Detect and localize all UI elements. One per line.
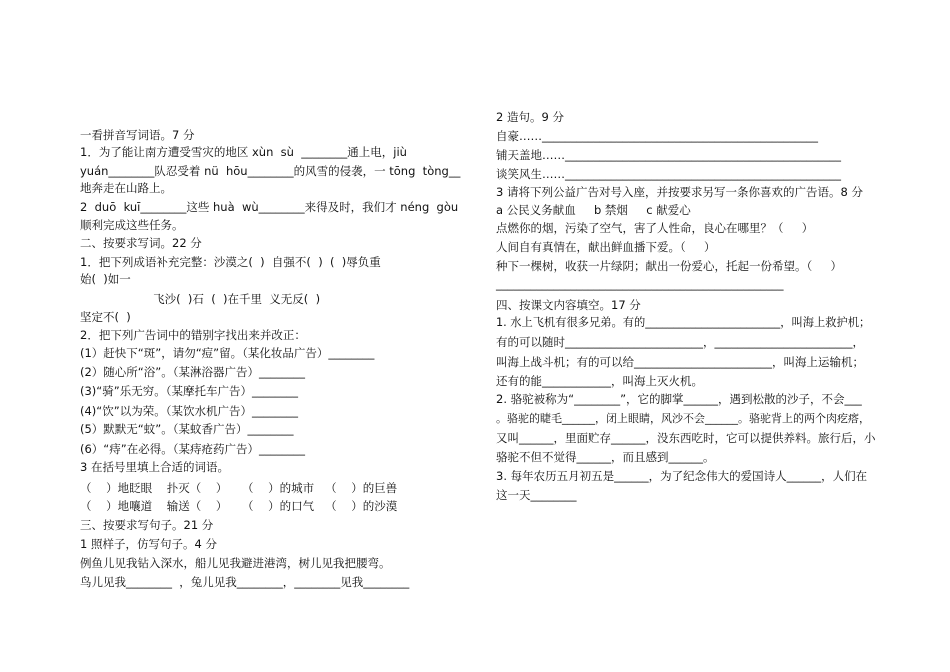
s4q1-line2-text: 有的可以随时________________________，________________________，: [496, 335, 864, 349]
s3q3-blank-text: __________________________________________________: [496, 277, 784, 291]
s4q2-line3: [496, 429, 876, 447]
s4q2-line4: [496, 448, 715, 466]
s2q1-line4-text: 坚定不( ): [80, 310, 131, 324]
s3q3-options: [496, 201, 691, 219]
s4q2-line2: [496, 410, 870, 428]
s4q1-line3-text: 叫海上战斗机；有的可以给________________________，叫海上运输机；: [496, 355, 864, 369]
s3q3-blank: [496, 275, 784, 293]
s4q2-line3-text: 又叫______，里面贮存______，没东西吃时，它可以提供养料。旅行后，小: [496, 431, 876, 445]
s2q2-a1-text: (1）赶快下“斑”，请勿“痘”留。（某化妆品广告）________: [80, 346, 375, 360]
s3q2-title: [496, 108, 564, 126]
s3q2-line2: [496, 146, 841, 164]
s3q3-line2: [496, 238, 716, 256]
s3q3-line2-text: 人间自有真情在，献出鲜血播下爱。（ ）: [496, 240, 716, 254]
s3q1-example: [80, 554, 391, 572]
s3q2-line3-text: 谈笑风生……________________________________________________: [496, 167, 841, 181]
s3q2-title-text: 2 造句。9 分: [496, 110, 564, 124]
s2q2-a2-text: (2）随心所“浴”。（某淋浴器广告）________: [80, 365, 305, 379]
s2q3-line1-text: （ ）地眨眼 扑灭（ ） （ ）的城市 （ ）的巨兽: [80, 481, 398, 495]
s4q1-line2: [496, 333, 864, 351]
s4q3-line2-text: 这一天________: [496, 488, 577, 502]
sec2-title: [80, 234, 202, 252]
sec2-title-text: 二、按要求写词。22 分: [80, 236, 202, 250]
sec1-title-text: 一看拼音写词语。7 分: [80, 128, 195, 142]
s2q1-line2-text: 始( )如一: [80, 272, 131, 286]
s3q3-title-text: 3 请将下列公益广告对号入座，并按要求另写一条你喜欢的广告语。8 分: [496, 185, 863, 199]
s2q3-line2-text: （ ）地嚷道 输送（ ） （ ）的口气 （ ）的沙漠: [80, 499, 398, 513]
s3q2-line1-text: 自豪……________________________________________________: [496, 129, 818, 143]
q1-line1: [80, 143, 407, 161]
sec3-title-text: 三、按要求写句子。21 分: [80, 518, 214, 532]
q1-line2: [80, 162, 460, 180]
s4q2-line1-text: 2. 骆驼被称为“________”，它的脚掌______，遇到松散的沙子，不会___: [496, 392, 862, 406]
sec4-title-text: 四、按课文内容填空。17 分: [496, 298, 641, 312]
q2-line1-text: 2 duō kuī________这些 huà wù________来得及时，我们才 néng gòu: [80, 200, 459, 214]
s2q3-title: [80, 458, 229, 476]
s2q2-title-text: 2．把下列广告词中的错别字找出来并改正：: [80, 328, 306, 342]
s4q3-line1: [496, 467, 867, 485]
q1-line1-text: 1．为了能让南方遭受雪灾的地区 xùn sù ________通上电，jiù: [80, 145, 407, 159]
s4q2-line1: [496, 390, 862, 408]
s3q2-line3: [496, 165, 841, 183]
sec4-title: [496, 296, 641, 314]
s2q1-line1-text: 1．把下列成语补充完整：沙漠之( ) 自强不( ) ( )辱负重: [80, 255, 381, 269]
s4q1-line1: [496, 314, 870, 332]
s2q3-title-text: 3 在括号里填上合适的词语。: [80, 460, 229, 474]
q1-line3-text: 地奔走在山路上。: [80, 181, 172, 195]
s2q2-a5-text: (5）默默无“蚊”。（某蚊香广告）________: [80, 422, 294, 436]
s4q3-line1-text: 3. 每年农历五月初五是______，为了纪念伟大的爱国诗人______，人们在: [496, 469, 868, 483]
q2-line2-text: 顺利完成这些任务。: [80, 218, 184, 232]
s2q2-a1: [80, 344, 374, 362]
s4q3-line2: [496, 486, 577, 504]
s3q1-title-text: 1 照样子，仿写句子。4 分: [80, 537, 217, 551]
s2q3-line1: [80, 479, 397, 497]
sec1-title: [80, 126, 194, 144]
s2q2-a4: [80, 402, 298, 420]
s2q2-a5: [80, 420, 293, 438]
s2q1-line4: [80, 308, 131, 326]
s2q2-a4-text: (4)“饮”以为荣。（某饮水机广告）________: [80, 404, 298, 418]
s2q1-line1: [80, 253, 381, 271]
q1-line3: [80, 179, 172, 197]
s2q2-a6: [80, 440, 305, 458]
s2q2-title: [80, 326, 306, 344]
q2-line1: [80, 198, 458, 216]
s3q3-options-text: a 公民义务献血 b 禁烟 c 献爱心: [496, 203, 691, 217]
s4q2-line2-text: 。骆驼的睫毛______，闭上眼睛，风沙不会______。骆驼背上的两个肉疙瘩，: [496, 412, 870, 425]
s4q2-line4-text: 骆驼不但不觉得______，而且感到______。: [496, 450, 715, 464]
s2q3-line2: [80, 497, 397, 515]
s3q3-title: [496, 183, 863, 201]
s3q1-title: [80, 535, 217, 553]
s4q1-line3: [496, 353, 864, 371]
s2q1-line3: [80, 290, 320, 308]
s4q1-line4: [496, 372, 703, 390]
s3q3-line1-text: 点燃你的烟，污染了空气，害了人性命，良心在哪里？（ ）: [496, 221, 814, 235]
s3q1-answer-text: 鸟儿见我________ ，兔儿见我________，________见我________: [80, 575, 410, 589]
q1-line2-text: yuán________队忍受着 nü hōu________的风雪的侵袭，一 tōng tòng__: [80, 164, 461, 178]
s4q1-line4-text: 还有的能____________，叫海上灭火机。: [496, 374, 703, 388]
q2-line2: [80, 216, 184, 234]
s3q3-line3: [496, 257, 842, 275]
s2q2-a3-text: (3)“骑”乐无穷。（某摩托车广告）________: [80, 384, 298, 398]
s3q1-example-text: 例鱼儿见我钻入深水，船儿见我避进港湾，树儿见我把腰弯。: [80, 556, 391, 570]
s3q1-answer: [80, 573, 409, 591]
s3q3-line3-text: 种下一棵树，收获一片绿阴；献出一份爱心，托起一份希望。（ ）: [496, 259, 843, 273]
sec3-title: [80, 516, 213, 534]
s4q1-line1-text: 1. 水上飞机有很多兄弟。有的________________________，叫海上救护机；: [496, 316, 871, 329]
s3q2-line2-text: 铺天盖地……________________________________________________: [496, 148, 841, 162]
s2q2-a3: [80, 382, 298, 400]
s3q2-line1: [496, 127, 818, 145]
s2q1-line2: [80, 270, 131, 288]
s2q1-line3-text: 飞沙( )石 ( )在千里 义无反( ): [80, 292, 321, 306]
s3q3-line1: [496, 219, 813, 237]
s2q2-a2: [80, 363, 305, 381]
s2q2-a6-text: (6）“痔”在必得。（某痔疮药广告）________: [80, 442, 305, 456]
